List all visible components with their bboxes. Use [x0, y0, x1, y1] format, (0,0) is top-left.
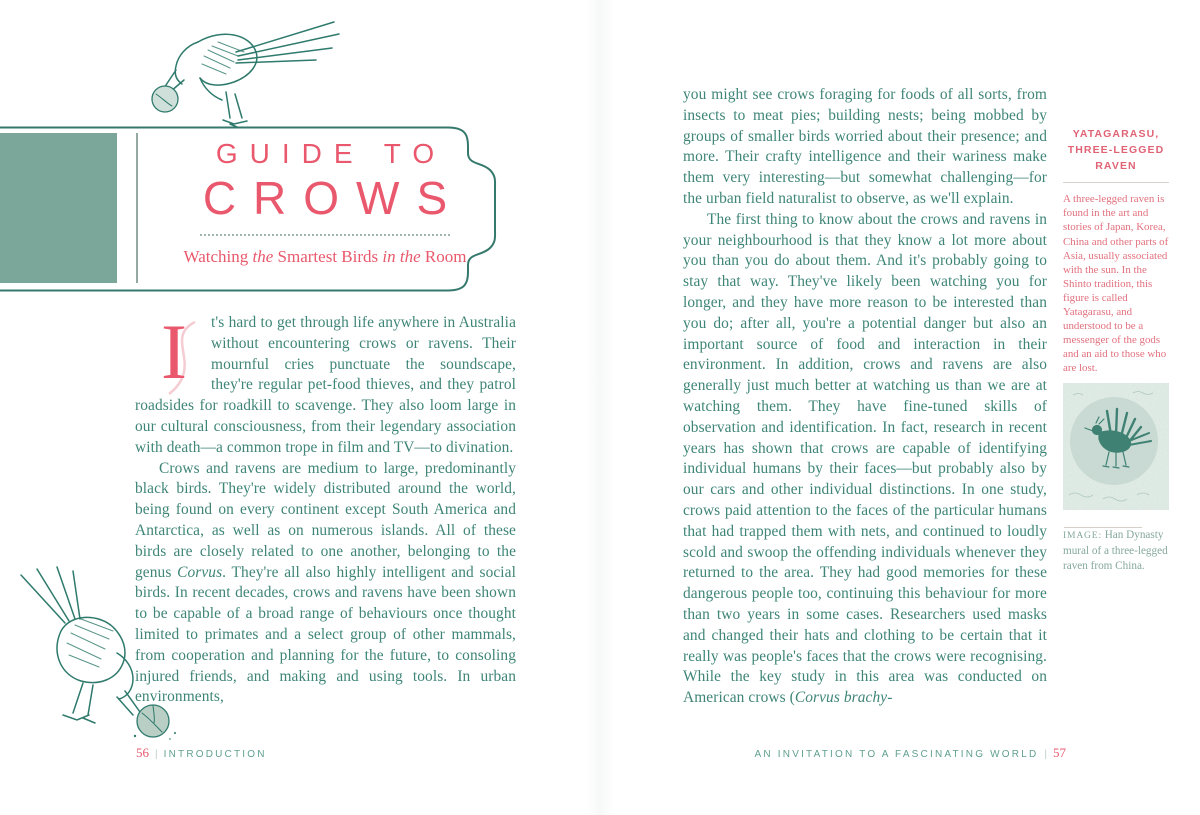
section-label: AN INVITATION TO A FASCINATING WORLD [754, 749, 1039, 760]
paragraph-text: The first thing to know about the crows and ravens in your neighbourhood is that they know a lot more about you than you do about them. And it's probably going to stay that way. They've likely been watching you for longer, and they have more reason to be interested than you do; after all, you're a potential danger but also an important source of food and interaction in their environment. In addition, crows and ravens are also generally just much better at watching us than we are at watching them. They have fine-tuned skills of observation and identification. In fact, research in recent years has shown that crows are capable of identifying individual humans by their faces—but probably also by our cars and other individual distinctions. In one study, crows paid attention to the faces of the particular humans that had trapped them with nets, and continued to loudly scold and swoop the offending individuals whenever they returned to the area. They had good memories for these dangerous people too, continuing this behaviour for more than two years in some cases. Researchers used masks and changed their hats and clothing to be certain that it really was people's faces that the crows were recognising. While the key study in this area was conducted on American crows ( [683, 210, 1047, 707]
sidebar-body-text: A three-legged raven is found in the art and stories of Japan, Korea, China and other parts of Asia, usually associated with the sun. In the Shinto tradition, this figure is called Yatagarasu, and understood to be a messenger of the gods and an aid to those who are lost. [1063, 193, 1169, 375]
subtitle-segment: Watching [183, 247, 253, 266]
page-number: 56 [136, 745, 149, 760]
paragraph-text: you might see crows foraging for foods of all sorts, from insects to meat pies; building nests; being mobbed by groups of smaller birds worried about their presence; and more. Their crafty intelligence and their wariness make them very interesting—but somewhat challenging—for the urban field naturalist to observe, as we'll explain. [683, 86, 1047, 207]
banner-color-block [0, 133, 117, 283]
page-gutter-shadow [586, 0, 614, 815]
chapter-banner [0, 126, 518, 292]
subtitle-segment: Smartest Birds [273, 247, 383, 266]
subtitle-segment: Room [420, 247, 467, 266]
chapter-title: CROWS [202, 172, 465, 224]
chapter-subtitle [148, 247, 502, 267]
paragraph-text: . They're all also highly intelligent and social birds. In recent decades, crows and ravens have been shown to be capable of a broad range of behaviours once thought limited to primates and a select group of other mammals, from cooperation and planning for the future, to consoling injured friends, and making and using tools. In urban environments, [135, 563, 516, 706]
footer-separator: | [155, 749, 158, 760]
right-text-column [683, 85, 1047, 709]
species-name-italic: Corvus brachy- [794, 689, 893, 707]
dropcap [149, 308, 201, 396]
banner-titles [148, 138, 502, 267]
caption-text: Han Dynasty mural of a three-legged raven from China. [1063, 529, 1168, 573]
sidebar-heading: YATAGARASU, THREE-LEGGED RAVEN [1067, 128, 1165, 172]
yatagarasu-sidebar [1063, 127, 1169, 597]
dotted-rule [200, 234, 450, 236]
image-caption [1063, 528, 1173, 575]
paragraph [683, 210, 1047, 709]
left-page-footer [136, 745, 267, 761]
paragraph [135, 308, 516, 459]
chapter-kicker: GUIDE TO [215, 138, 447, 169]
subtitle-segment-italic: in the [382, 247, 421, 266]
raven-mural-image [1063, 383, 1169, 510]
paragraph-text: Crows and ravens are medium to large, predominantly black birds. They're widely distributed around the world, being found on every continent except South America and Antarctica, as well as on numerous islands. All of these birds are closely related to one another, belonging to the genus [135, 459, 516, 581]
page-number: 57 [1053, 745, 1066, 760]
paragraph-text: t's hard to get through life anywhere in Australia without encountering crows or ravens. Their mournful cries punctuate the soundscape, they're regular pet-food thieves, and they patrol roadsides for roadkill to scavenge. They also loom large in our cultural consciousness, from their legendary association with death—a common trope in film and TV—to divination. [135, 314, 516, 456]
banner-divider-line [136, 133, 138, 283]
crow-holding-nut-illustration [138, 2, 343, 128]
section-label: INTRODUCTION [163, 749, 267, 760]
dropcap-letter: I [161, 308, 188, 395]
caption-label: IMAGE: [1063, 530, 1102, 541]
sidebar-rule [1063, 182, 1169, 183]
right-page-footer [683, 745, 1066, 761]
crow-inspecting-walnut-illustration [5, 563, 200, 743]
subtitle-segment-italic: the [252, 247, 274, 266]
paragraph [683, 85, 1047, 210]
genus-name-italic: Corvus [177, 563, 223, 581]
footer-separator: | [1044, 749, 1047, 760]
